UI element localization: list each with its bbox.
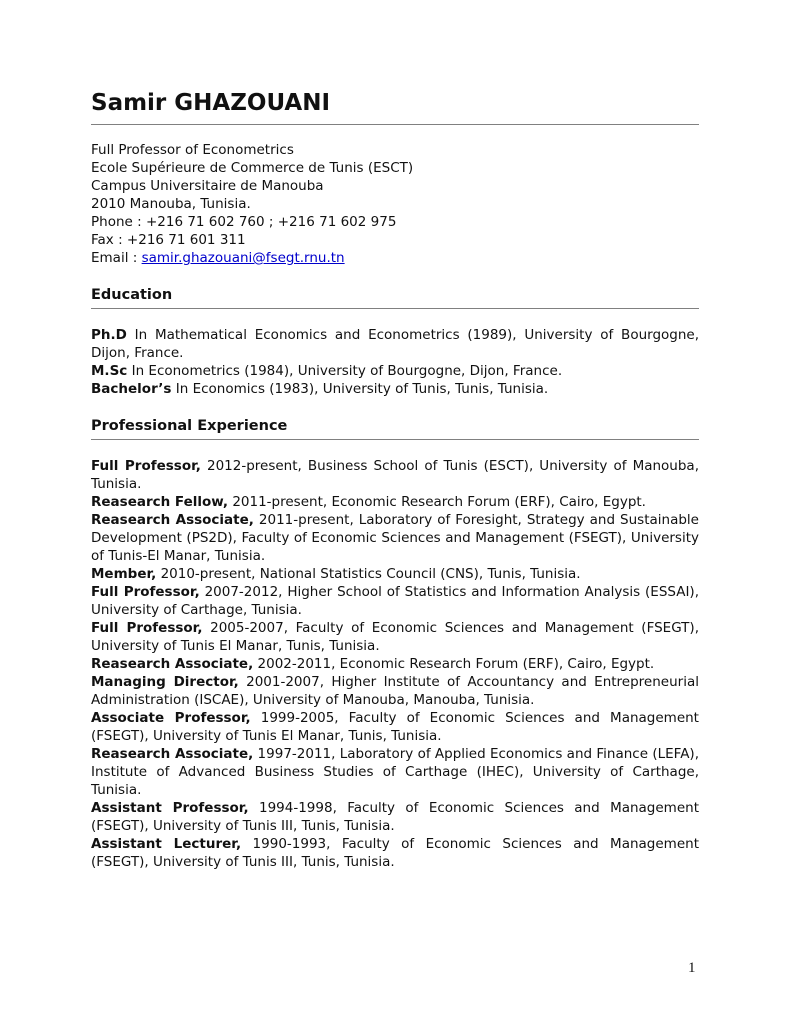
experience-text: 2002-2011, Economic Research Forum (ERF), Cairo, Egypt. [253,656,655,672]
education-heading: Education [91,286,699,309]
contact-line: Ecole Supérieure de Commerce de Tunis (ESCT) [91,160,414,176]
role: Assistant Lecturer, [91,836,242,852]
education-list [91,326,699,398]
email-line [91,249,699,267]
role: Member, [91,566,157,582]
education-item [91,326,699,362]
email-label: Email : [91,250,142,266]
experience-text: 1997-2011, Laboratory of Applied Economics and Finance (LEFA), Institute of Advanced Business Studies of Carthage (IHEC), University of Carthage, Tunisia. [91,746,699,798]
experience-text: 2007-2012, Higher School of Statistics and Information Analysis (ESSAI), University of Carthage, Tunisia. [91,584,699,618]
experience-item [91,493,699,511]
role: Associate Professor, [91,710,251,726]
experience-text: 2012-present, Business School of Tunis (ESCT), University of Manouba, Tunisia. [91,458,699,492]
experience-text: 1999-2005, Faculty of Economic Sciences and Management (FSEGT), University of Tunis El Manar, Tunis, Tunisia. [91,710,699,744]
experience-item [91,673,699,709]
experience-text: 2011-present, Laboratory of Foresight, Strategy and Sustainable Development (PS2D), Faculty of Economic Sciences and Management (FSEGT), University of Tunis-El Manar, Tunisia. [91,512,699,564]
cv-page [91,88,699,871]
degree: Bachelor’s [91,381,172,397]
role: Reasearch Associate, [91,746,254,762]
experience-item [91,511,699,565]
experience-item [91,709,699,745]
role: Assistant Professor, [91,800,249,816]
experience-item [91,835,699,871]
experience-list [91,457,699,871]
role: Reasearch Associate, [91,512,254,528]
degree: Ph.D [91,327,127,343]
contact-line: Phone : +216 71 602 760 ; +216 71 602 975 [91,214,397,230]
experience-item [91,619,699,655]
experience-item [91,457,699,493]
experience-heading: Professional Experience [91,417,699,440]
experience-text: 2005-2007, Faculty of Economic Sciences and Management (FSEGT), University of Tunis El Manar, Tunis, Tunisia. [91,620,699,654]
education-item [91,380,699,398]
degree: M.Sc [91,363,128,379]
experience-text: 1990-1993, Faculty of Economic Sciences and Management (FSEGT), University of Tunis III, Tunis, Tunisia. [91,836,699,870]
experience-text: 2010-present, National Statistics Council (CNS), Tunis, Tunisia. [156,566,581,582]
role: Full Professor, [91,620,203,636]
role: Managing Director, [91,674,239,690]
experience-item [91,745,699,799]
education-text: In Econometrics (1984), University of Bourgogne, Dijon, France. [127,363,563,379]
education-item [91,362,699,380]
experience-text: 2011-present, Economic Research Forum (ERF), Cairo, Egypt. [228,494,646,510]
contact-line: Full Professor of Econometrics [91,142,294,158]
contact-line: Campus Universitaire de Manouba [91,178,324,194]
experience-text: 2001-2007, Higher Institute of Accountancy and Entrepreneurial Administration (ISCAE), University of Manouba, Manouba, Tunisia. [91,674,699,708]
contact-block [91,141,699,267]
page-title: Samir GHAZOUANI [91,88,699,125]
email-link[interactable]: samir.ghazouani@fsegt.rnu.tn [141,250,345,266]
experience-item [91,565,699,583]
experience-item [91,583,699,619]
contact-line: 2010 Manouba, Tunisia. [91,196,251,212]
contact-line: Fax : +216 71 601 311 [91,232,246,248]
experience-text: 1994-1998, Faculty of Economic Sciences and Management (FSEGT), University of Tunis III, Tunis, Tunisia. [91,800,699,834]
experience-item [91,799,699,835]
role: Reasearch Fellow, [91,494,229,510]
experience-item [91,655,699,673]
page-number: 1 [688,960,696,976]
role: Reasearch Associate, [91,656,254,672]
education-text: In Mathematical Economics and Econometrics (1989), University of Bourgogne, Dijon, France. [91,327,699,361]
education-text: In Economics (1983), University of Tunis, Tunis, Tunisia. [171,381,549,397]
role: Full Professor, [91,458,201,474]
role: Full Professor, [91,584,200,600]
